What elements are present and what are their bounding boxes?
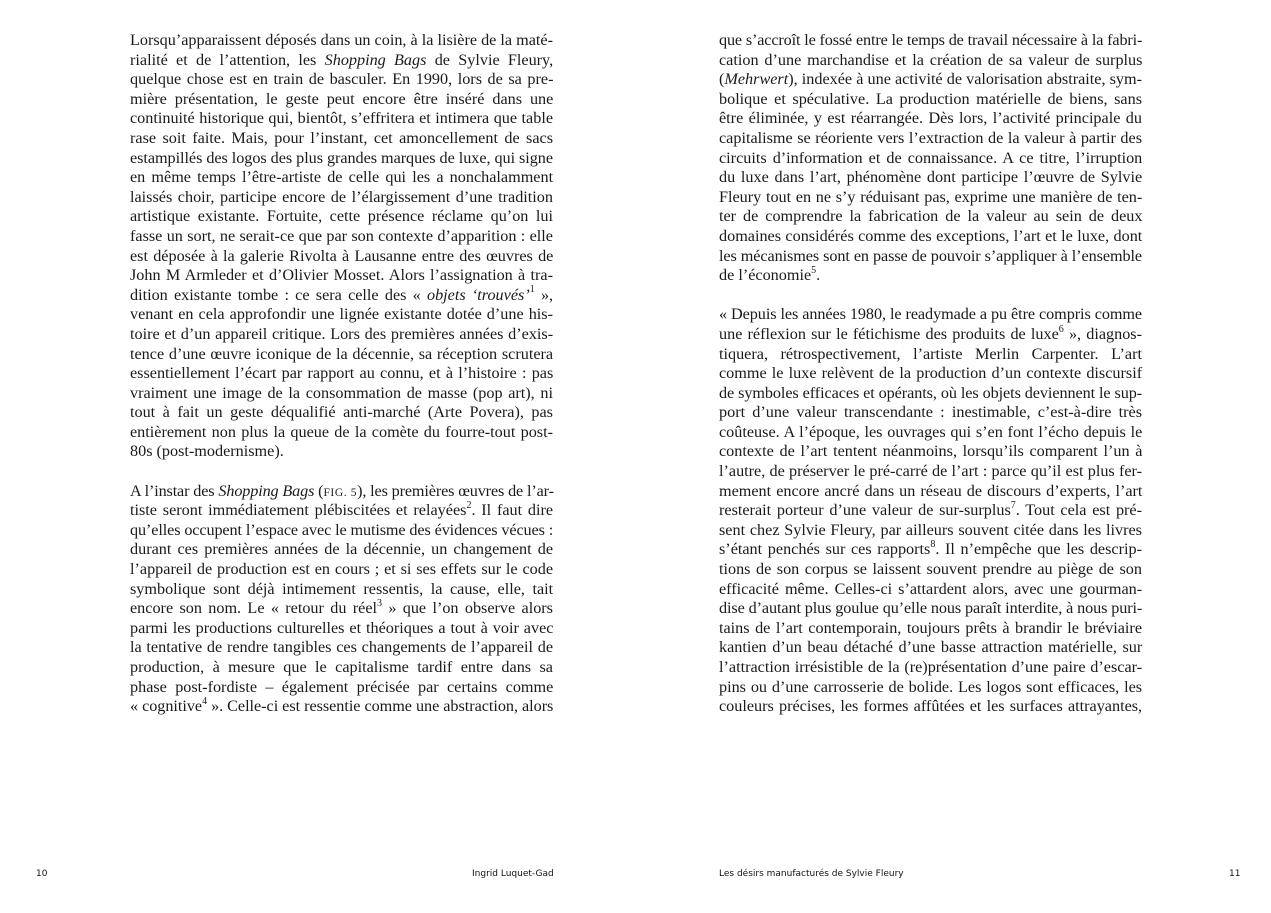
text-line: mière présentation, le geste peut encore être inséré dans une	[130, 89, 554, 108]
text-line: qu’elles occupent l’espace avec le mutisme des évidences vécues :	[130, 520, 554, 539]
text-line: toire et d’un appareil critique. Lors des premières années d’exis-	[130, 324, 554, 343]
text-line: tions de son corpus se laissent souvent prendre au piège de son	[719, 560, 1142, 579]
text-line: dise d’autant plus goulue qu’elle nous paraît interdite, à nous puri-	[719, 599, 1143, 618]
page-number-right: 11	[1229, 869, 1241, 879]
text-line: phase post-fordiste – également précisée par certains comme	[130, 677, 554, 696]
text-line: dition existante tombe : ce sera celle des « objets ‘trouvés’$^1$ »,	[130, 284, 554, 304]
text-line: contexte de l’art tentent néanmoins, lorsqu’ils comparent l’un à	[719, 442, 1143, 461]
text-line: fasse un sort, ne serait-ce que par son contexte d’apparition : elle	[130, 226, 553, 245]
footnote-marker: 2	[466, 499, 472, 511]
paragraph	[719, 31, 1142, 286]
text-line: couleurs précises, les formes affûtées et les surfaces attrayantes,	[719, 697, 1143, 716]
text-line: continuité historique qui, bientôt, s’effritera et intimera que table	[130, 109, 553, 128]
text-line: sent chez Sylvie Fleury, par ailleurs souvent citée dans les livres	[719, 520, 1142, 539]
left-page	[0, 0, 635, 913]
text-line: parmi les productions culturelles et théoriques a tout à voir avec	[130, 618, 554, 637]
text-line: une réflexion sur le fétichisme des produits de luxe$^6$ », diagnos-	[719, 323, 1142, 343]
text-line: rase soit faite. Mais, pour l’instant, cet amoncellement de sacs	[130, 128, 553, 147]
text-line: mement encore ancré dans un réseau de discours d’experts, l’art	[719, 481, 1143, 500]
italic-text: Mehrwert	[724, 70, 789, 89]
text-line: la tentative de rendre tangibles ces changements de l’appareil de	[130, 638, 553, 657]
text-line: être éliminée, y est réarrangée. Dès lors, l’activité principale du	[719, 109, 1142, 128]
paragraph	[130, 31, 553, 462]
text-line: venant en cela approfondir une lignée existante dotée d’une his-	[130, 305, 553, 324]
figure-reference: FIG. 5	[323, 486, 358, 499]
italic-text: objets ‘trouvés’	[426, 285, 530, 304]
text-line: circuits d’information et de connaissance. A ce titre, l’irruption	[719, 148, 1143, 167]
text-line: capitalisme se réoriente vers l’extraction de la valeur à partir des	[719, 128, 1142, 147]
text-line: A l’instar des Shopping Bags (FIG. 5), les premières œuvres de l’ar-	[130, 481, 554, 500]
text-line: 80s (post-modernisme).	[130, 442, 284, 461]
text-line: estampillés des logos des plus grandes marques de luxe, qui signe	[130, 148, 553, 167]
page-number-left: 10	[36, 869, 48, 879]
text-line: (Mehrwert), indexée à une activité de valorisation abstraite, sym-	[719, 70, 1142, 89]
right-text-column	[719, 31, 1142, 736]
text-line: « Depuis les années 1980, le readymade a pu être compris comme	[719, 305, 1143, 324]
footnote-marker: 7	[1010, 499, 1016, 511]
text-line: les mécanismes sont en passe de pouvoir s’appliquer à l’ensemble	[719, 246, 1142, 265]
text-line: en même temps l’être-artiste de celle qui les a nonchalamment	[130, 168, 554, 187]
text-line: vraiment une image de la consommation de masse (pop art), ni	[130, 383, 553, 402]
text-line: comme le luxe relèvent de la production d’un contexte discursif	[719, 364, 1143, 383]
text-line: tiste seront immédiatement plébiscitées et relayées$^2$. Il faut dire	[130, 499, 554, 520]
text-line: domaines considérés comme des exceptions, l’art et le luxe, dont	[719, 226, 1143, 245]
text-line: production, à mesure que le capitalisme tardif entre dans sa	[130, 658, 553, 676]
footnote-marker: 8	[930, 539, 936, 551]
text-line: essentiellement l’écart par rapport au connu, et à l’histoire : pas	[130, 364, 554, 383]
text-line: l’autre, de préserver le pré-carré de l’art : parce qu’il est plus fer-	[719, 462, 1142, 481]
text-line: quelque chose est en train de basculer. En 1990, lors de sa pre-	[130, 70, 554, 89]
italic-text: Shopping Bags	[218, 481, 315, 500]
text-line: cation d’une marchandise et la création de sa valeur de surplus	[719, 50, 1143, 69]
text-line: l’attraction irrésistible de la (re)présentation d’une paire d’escar-	[719, 658, 1143, 676]
footnote-marker: 4	[202, 695, 208, 707]
text-line: port d’une valeur transcendante : inestimable, c’est-à-dire très	[719, 403, 1142, 422]
text-line: est déposée à la galerie Rivolta à Lausanne entre des œuvres de	[130, 246, 554, 265]
text-line: symbolique sont déjà intimement ressentis, la cause, elle, tait	[130, 579, 554, 598]
text-line: efficacité même. Celles-ci s’attardent alors, avec une gourman-	[719, 579, 1143, 598]
text-line: Fleury tout en ne s’y réduisant pas, exprime une manière de ten-	[719, 187, 1143, 206]
text-line: encore son nom. Le « retour du réel$^3$ » que l’on observe alors	[130, 597, 553, 618]
text-line: durant ces premières années de la décennie, un changement de	[130, 540, 553, 559]
text-line: que s’accroît le fossé entre le temps de travail nécessaire à la fabri-	[719, 31, 1143, 49]
text-line: laissés choir, participe encore de l’élargissement d’une tradition	[130, 187, 553, 206]
text-line: ter de comprendre la fabrication de la valeur au sein de deux	[719, 207, 1143, 226]
text-line: tains de l’art contemporain, toujours prêts à brandir le bréviaire	[719, 618, 1142, 637]
text-line: entièrement non plus la queue de la comète du fourre-tout post-	[130, 422, 553, 441]
footnote-marker: 1	[529, 284, 535, 296]
text-line: l’appareil de production est en cours ; et si ses effets sur le code	[130, 560, 553, 579]
text-line: de l’économie$^5$.	[719, 264, 821, 285]
paragraph	[130, 482, 553, 717]
footnote-marker: 3	[377, 597, 382, 609]
footnote-marker: 6	[1058, 323, 1064, 335]
running-head-author: Ingrid Luquet-Gad	[472, 869, 554, 879]
italic-text: Shopping Bags	[324, 50, 427, 69]
text-line: pins ou d’une carrosserie de bolide. Les logos sont efficaces, les	[719, 677, 1143, 696]
text-line: artistique existante. Fortuite, cette présence réclame qu’on lui	[130, 207, 553, 226]
text-line: bolique et spéculative. La production matérielle de biens, sans	[719, 89, 1142, 108]
text-line: tence d’une œuvre iconique de la décennie, sa réception scrutera	[130, 344, 554, 363]
text-line: s’étant penchés sur ces rapports$^8$. Il n’empêche que les descrip-	[719, 539, 1142, 559]
text-line: tiquera, rétrospectivement, l’artiste Merlin Carpenter. L’art	[719, 344, 1142, 363]
text-line: de symboles efficaces et opérants, où les objets deviennent le sup-	[719, 383, 1143, 402]
right-page	[635, 0, 1271, 913]
text-line: du luxe dans l’art, phénomène dont participe l’œuvre de Sylvie	[719, 168, 1143, 187]
text-line: « cognitive$^4$ ». Celle-ci est ressentie comme une abstraction, alors	[130, 695, 554, 716]
running-head-title: Les désirs manufacturés de Sylvie Fleury	[719, 869, 904, 879]
text-line: tout à fait un geste déqualifié anti-marché (Arte Povera), pas	[130, 403, 553, 422]
footnote-marker: 5	[811, 264, 817, 276]
text-line: rialité et de l’attention, les Shopping Bags de Sylvie Fleury,	[130, 50, 554, 69]
text-line: coûteuse. A l’époque, les ouvrages qui s’en font l’écho depuis le	[719, 422, 1143, 441]
text-line: kantien d’un beau détaché d’une basse attraction matérielle, sur	[719, 638, 1143, 657]
paragraph	[719, 305, 1142, 716]
text-line: resterait porteur d’une valeur de sur-surplus$^7$. Tout cela est pré-	[719, 499, 1142, 520]
text-line: John M Armleder et d’Olivier Mosset. Alors l’assignation à tra-	[130, 266, 553, 285]
text-line: Lorsqu’apparaissent déposés dans un coin, à la lisière de la maté-	[130, 31, 553, 49]
left-text-column	[130, 31, 553, 736]
